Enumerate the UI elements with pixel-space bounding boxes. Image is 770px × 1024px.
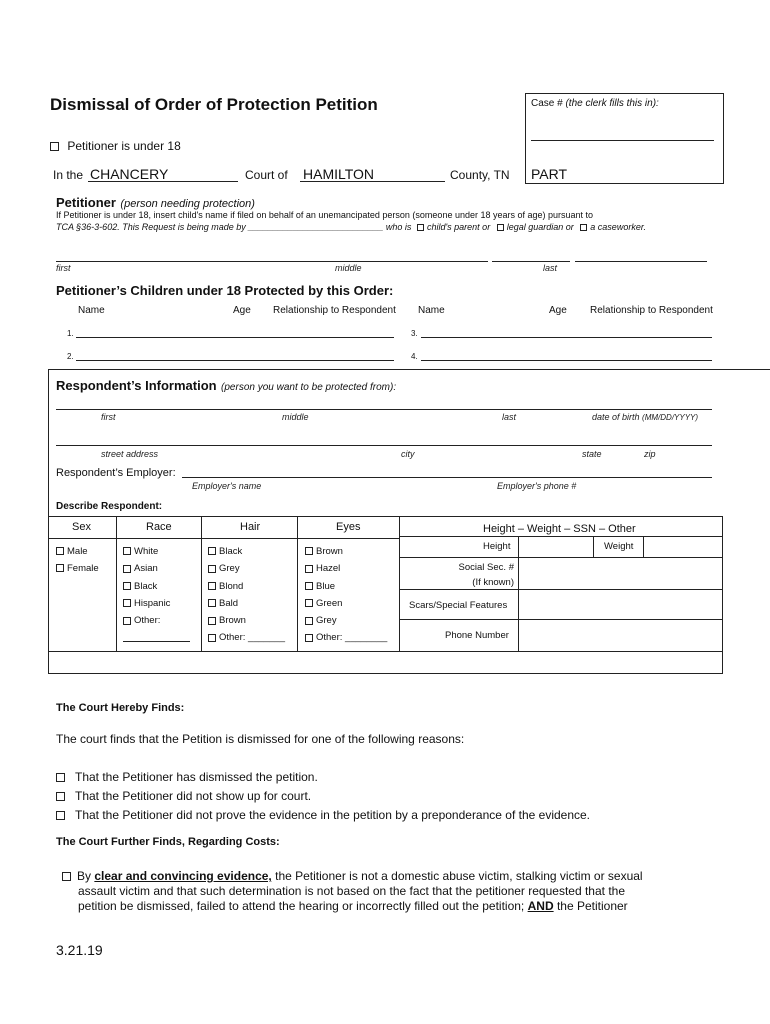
costs-checkbox[interactable] [62,872,71,881]
costs-line-2: assault victim and that such determination is not based on the fact that the petitioner requested that the [78,884,626,898]
checkbox-icon[interactable] [208,582,216,590]
checkbox-icon[interactable] [305,547,313,555]
checkbox-icon[interactable] [208,634,216,642]
child-3-line[interactable] [421,337,712,338]
form-version: 3.21.19 [56,942,103,958]
child-3-number: 3. [411,329,418,338]
sex-options [56,543,99,577]
checkbox-icon[interactable] [56,547,64,555]
child-4-line[interactable] [421,360,712,361]
hair-option-other[interactable]: Other: _______ [208,629,285,646]
court-of-label: Court of [245,168,288,182]
county-tn-label: County, TN [450,168,510,182]
phone-label: Phone Number [445,630,509,641]
checkbox-icon[interactable] [305,599,313,607]
findings-intro: The court finds that the Petition is dismissed for one of the following reasons: [56,732,465,746]
eyes-option-hazel[interactable]: Hazel [305,560,387,577]
header-eyes: Eyes [336,521,361,533]
children-col-name-1: Name [78,305,105,316]
checkbox-icon[interactable] [123,565,131,573]
caseworker-checkbox[interactable] [580,224,587,231]
reason-dismissed[interactable]: That the Petitioner has dismissed the petition. [56,768,590,787]
eyes-option-grey[interactable]: Grey [305,612,387,629]
county-name-value[interactable]: HAMILTON [303,166,375,182]
guardian-checkbox[interactable] [497,224,504,231]
table-col-rule-2 [201,516,202,651]
respondent-box-top [48,369,770,370]
header-race: Race [146,521,172,533]
parent-checkbox[interactable] [417,224,424,231]
petitioner-under-18[interactable]: Petitioner is under 18 [50,139,181,153]
child-2-number: 2. [67,352,74,361]
children-col-rel-1: Relationship to Respondent [273,305,396,316]
scars-field[interactable] [519,590,722,618]
sex-option-male[interactable]: Male [56,543,99,560]
respondent-dob-label: date of birth (MM/DD/YYYY) [592,412,699,422]
employer-label: Respondent’s Employer: [56,467,176,479]
checkbox-icon[interactable] [305,565,313,573]
sex-option-female[interactable]: Female [56,560,99,577]
checkbox-icon[interactable] [305,634,313,642]
checkbox-icon[interactable] [56,792,65,801]
header-sex: Sex [72,521,91,533]
checkbox-icon[interactable] [123,617,131,625]
county-line [300,181,445,182]
weight-label: Weight [604,541,634,552]
respondent-name-line[interactable] [56,409,712,410]
header-other: Height – Weight – SSN – Other [483,523,636,535]
court-name-line [88,181,238,182]
table-bottom-rule [48,651,723,652]
race-option-white[interactable]: White [123,543,170,560]
petitioner-heading: Petitioner (person needing protection) [56,195,255,210]
respondent-last-label: last [502,412,517,422]
hair-option-blond[interactable]: Blond [208,578,285,595]
race-option-asian[interactable]: Asian [123,560,170,577]
page-title: Dismissal of Order of Protection Petition [50,95,378,114]
table-rule-6 [593,536,594,557]
checkbox-icon[interactable] [208,565,216,573]
employer-line[interactable] [182,477,712,478]
child-2-line[interactable] [76,360,394,361]
findings-heading: The Court Hereby Finds: [56,702,185,714]
children-col-age-1: Age [233,305,251,316]
race-options [123,543,170,629]
children-col-age-2: Age [549,305,567,316]
reason-no-proof[interactable]: That the Petitioner did not prove the evidence in the petition by a preponderance of the evidence. [56,806,590,825]
children-col-rel-2: Relationship to Respondent [590,305,713,316]
hair-options [208,543,285,647]
petitioner-text-1: If Petitioner is under 18, insert child's name if filed on behalf of an unemancipated person (someone under 18 years of age) pursuant to [56,210,594,220]
respondent-address-line[interactable] [56,445,712,446]
findings-reasons [56,768,590,825]
phone-field[interactable] [519,620,722,650]
checkbox-icon[interactable] [56,773,65,782]
child-1-line[interactable] [76,337,394,338]
eyes-option-other[interactable]: Other: ________ [305,629,387,646]
header-hair: Hair [240,521,261,533]
children-col-name-2: Name [418,305,445,316]
costs-line-1: By clear and convincing evidence, the Petitioner is not a domestic abuse victim, stalking victim or sexual [62,869,643,883]
table-col-rule-3 [297,516,298,651]
checkbox-icon[interactable] [123,582,131,590]
costs-heading: The Court Further Finds, Regarding Costs: [56,836,280,848]
child-4-number: 4. [411,352,418,361]
petitioner-first-label: first [56,263,71,273]
respondent-heading: Respondent’s Information (person you want to be protected from): [56,378,397,393]
reason-no-show[interactable]: That the Petitioner did not show up for court. [56,787,590,806]
race-option-hispanic[interactable]: Hispanic [123,595,170,612]
describe-respondent-label: Describe Respondent: [56,501,163,512]
employer-name-label: Employer's name [192,481,262,491]
child-1-number: 1. [67,329,74,338]
case-number-field[interactable] [531,140,714,141]
petitioner-last-line-1[interactable] [492,261,570,262]
checkbox-icon[interactable] [123,547,131,555]
eyes-option-green[interactable]: Green [305,595,387,612]
petitioner-text-2: TCA §36-3-602. This Request is being made by ___________________________ who is child's parent or legal guardian or a caseworker. [56,222,646,232]
respondent-middle-label: middle [282,412,309,422]
petitioner-last-label: last [543,263,558,273]
eyes-option-brown[interactable]: Brown [305,543,387,560]
race-option-other[interactable]: Other: [123,612,170,629]
race-other-line[interactable] [123,641,190,642]
respondent-first-label: first [101,412,116,422]
street-address-label: street address [101,449,159,459]
checkbox-icon[interactable] [208,547,216,555]
table-col-rule-1 [116,516,117,651]
court-name-value[interactable]: CHANCERY [90,166,169,182]
hair-option-grey[interactable]: Grey [208,560,285,577]
state-label: state [582,449,602,459]
height-label: Height [483,541,511,552]
hair-option-bald[interactable]: Bald [208,595,285,612]
checkbox-icon[interactable] [305,582,313,590]
weight-field[interactable] [644,537,722,556]
petitioner-middle-label: middle [335,263,362,273]
petitioner-name-line[interactable] [56,261,488,262]
height-field[interactable] [519,537,592,556]
in-the-label: In the [53,168,84,182]
checkbox-icon[interactable] [56,811,65,820]
scars-label: Scars/Special Features [409,600,508,611]
race-option-black[interactable]: Black [123,578,170,595]
employer-phone-label: Employer's phone # [497,481,577,491]
eyes-option-blue[interactable]: Blue [305,578,387,595]
zip-label: zip [644,449,656,459]
case-number-label: Case # (the clerk fills this in): [531,98,659,109]
petitioner-last-line-2[interactable] [575,261,707,262]
checkbox-icon[interactable] [208,599,216,607]
hair-option-black[interactable]: Black [208,543,285,560]
checkbox-icon[interactable] [305,617,313,625]
costs-line-3: petition be dismissed, failed to attend the hearing or incorrectly filled out the petition; AND the Petitioner [78,899,628,913]
checkbox-icon[interactable] [56,564,64,572]
ssn-field[interactable] [519,558,722,588]
checkbox-icon[interactable] [208,617,216,625]
city-label: city [401,449,415,459]
eyes-options [305,543,387,647]
checkbox-icon[interactable] [123,599,131,607]
children-heading: Petitioner’s Children under 18 Protected by this Order: [56,283,394,298]
table-header-rule [48,538,400,539]
hair-option-brown[interactable]: Brown [208,612,285,629]
ssn-label: Social Sec. # (If known) [458,562,514,588]
checkbox-icon[interactable] [50,142,59,151]
part-label: PART [531,166,568,182]
